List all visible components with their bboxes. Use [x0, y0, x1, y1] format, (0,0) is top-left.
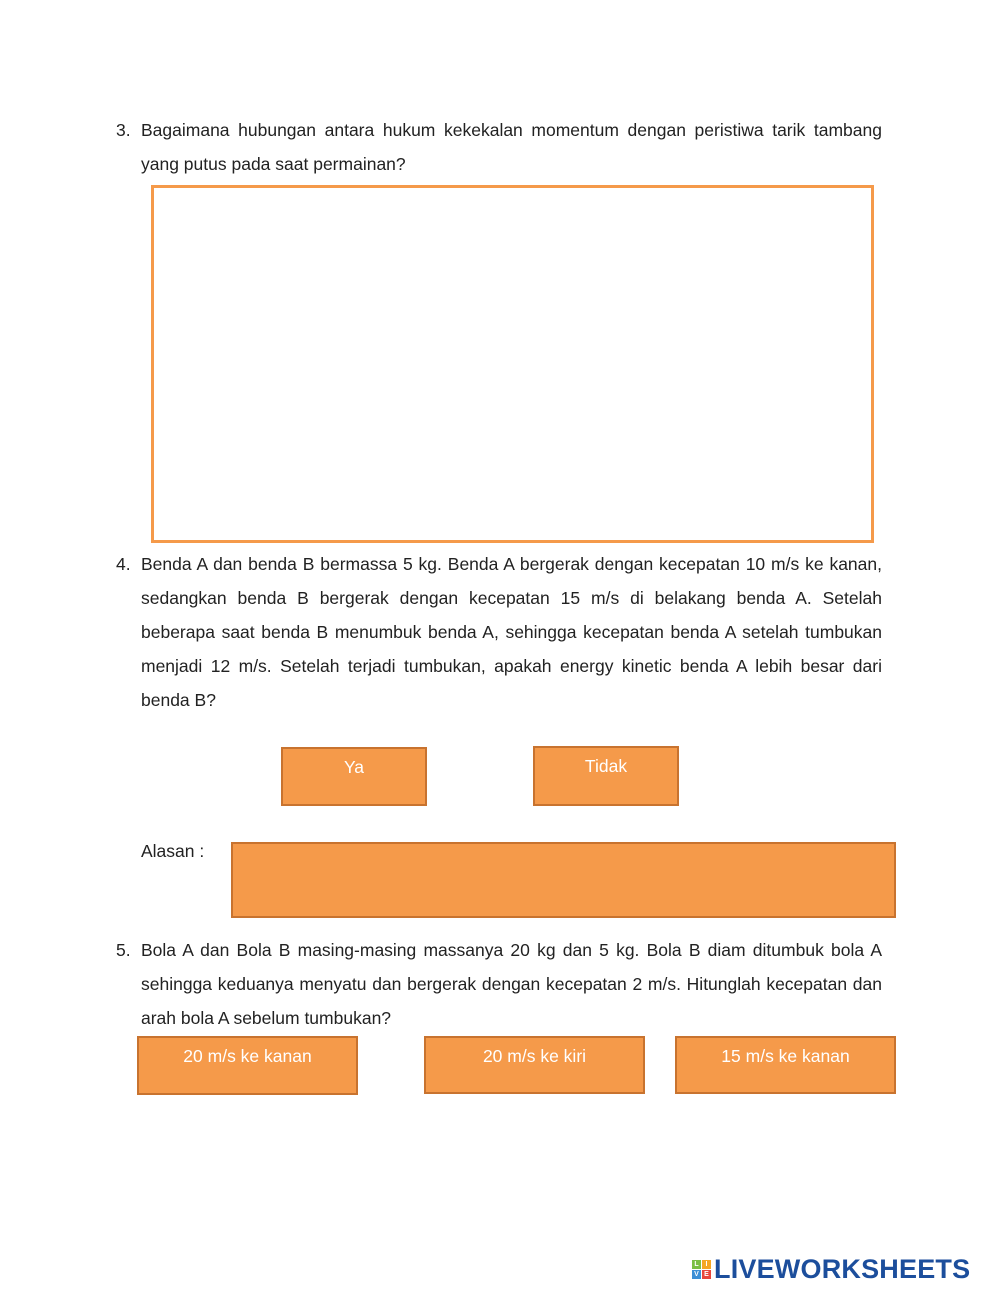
- option-20-kiri-button[interactable]: 20 m/s ke kiri: [424, 1036, 645, 1094]
- reason-input[interactable]: [231, 842, 896, 918]
- question-4-number: 4.: [116, 554, 131, 574]
- option-tidak-button[interactable]: Tidak: [533, 746, 679, 806]
- question-4: [116, 547, 882, 717]
- liveworksheets-mark-icon: L I V E: [692, 1260, 711, 1279]
- question-3: [116, 113, 882, 181]
- option-15-kanan-button[interactable]: 15 m/s ke kanan: [675, 1036, 896, 1094]
- question-5: [116, 933, 882, 1035]
- option-20-kanan-button[interactable]: 20 m/s ke kanan: [137, 1036, 358, 1095]
- question-3-text: Bagaimana hubungan antara hukum kekekalan momentum dengan peristiwa tarik tambang yang putus pada saat permainan?: [141, 120, 882, 174]
- question-5-number: 5.: [116, 940, 131, 960]
- question-5-text: Bola A dan Bola B masing-masing massanya 20 kg dan 5 kg. Bola B diam ditumbuk bola A sehingga keduanya menyatu dan bergerak dengan kecepatan 2 m/s. Hitunglah kecepatan dan arah bola A sebelum tumbukan?: [141, 940, 882, 1028]
- question-3-number: 3.: [116, 120, 131, 140]
- liveworksheets-logo: [692, 1252, 970, 1286]
- reason-label: Alasan :: [141, 841, 205, 861]
- question-4-text: Benda A dan benda B bermassa 5 kg. Benda A bergerak dengan kecepatan 10 m/s ke kanan, sedangkan benda B bergerak dengan kecepatan 15 m/s di belakang benda A. Setelah beberapa saat benda B menumbuk benda A, sehingga kecepatan benda A setelah tumbukan menjadi 12 m/s. Setelah terjadi tumbukan, apakah energy kinetic benda A lebih besar dari benda B?: [141, 554, 882, 710]
- option-ya-button[interactable]: Ya: [281, 747, 427, 806]
- question-3-answer-box[interactable]: [151, 185, 874, 543]
- liveworksheets-wordmark: LIVEWORKSHEETS: [714, 1254, 971, 1284]
